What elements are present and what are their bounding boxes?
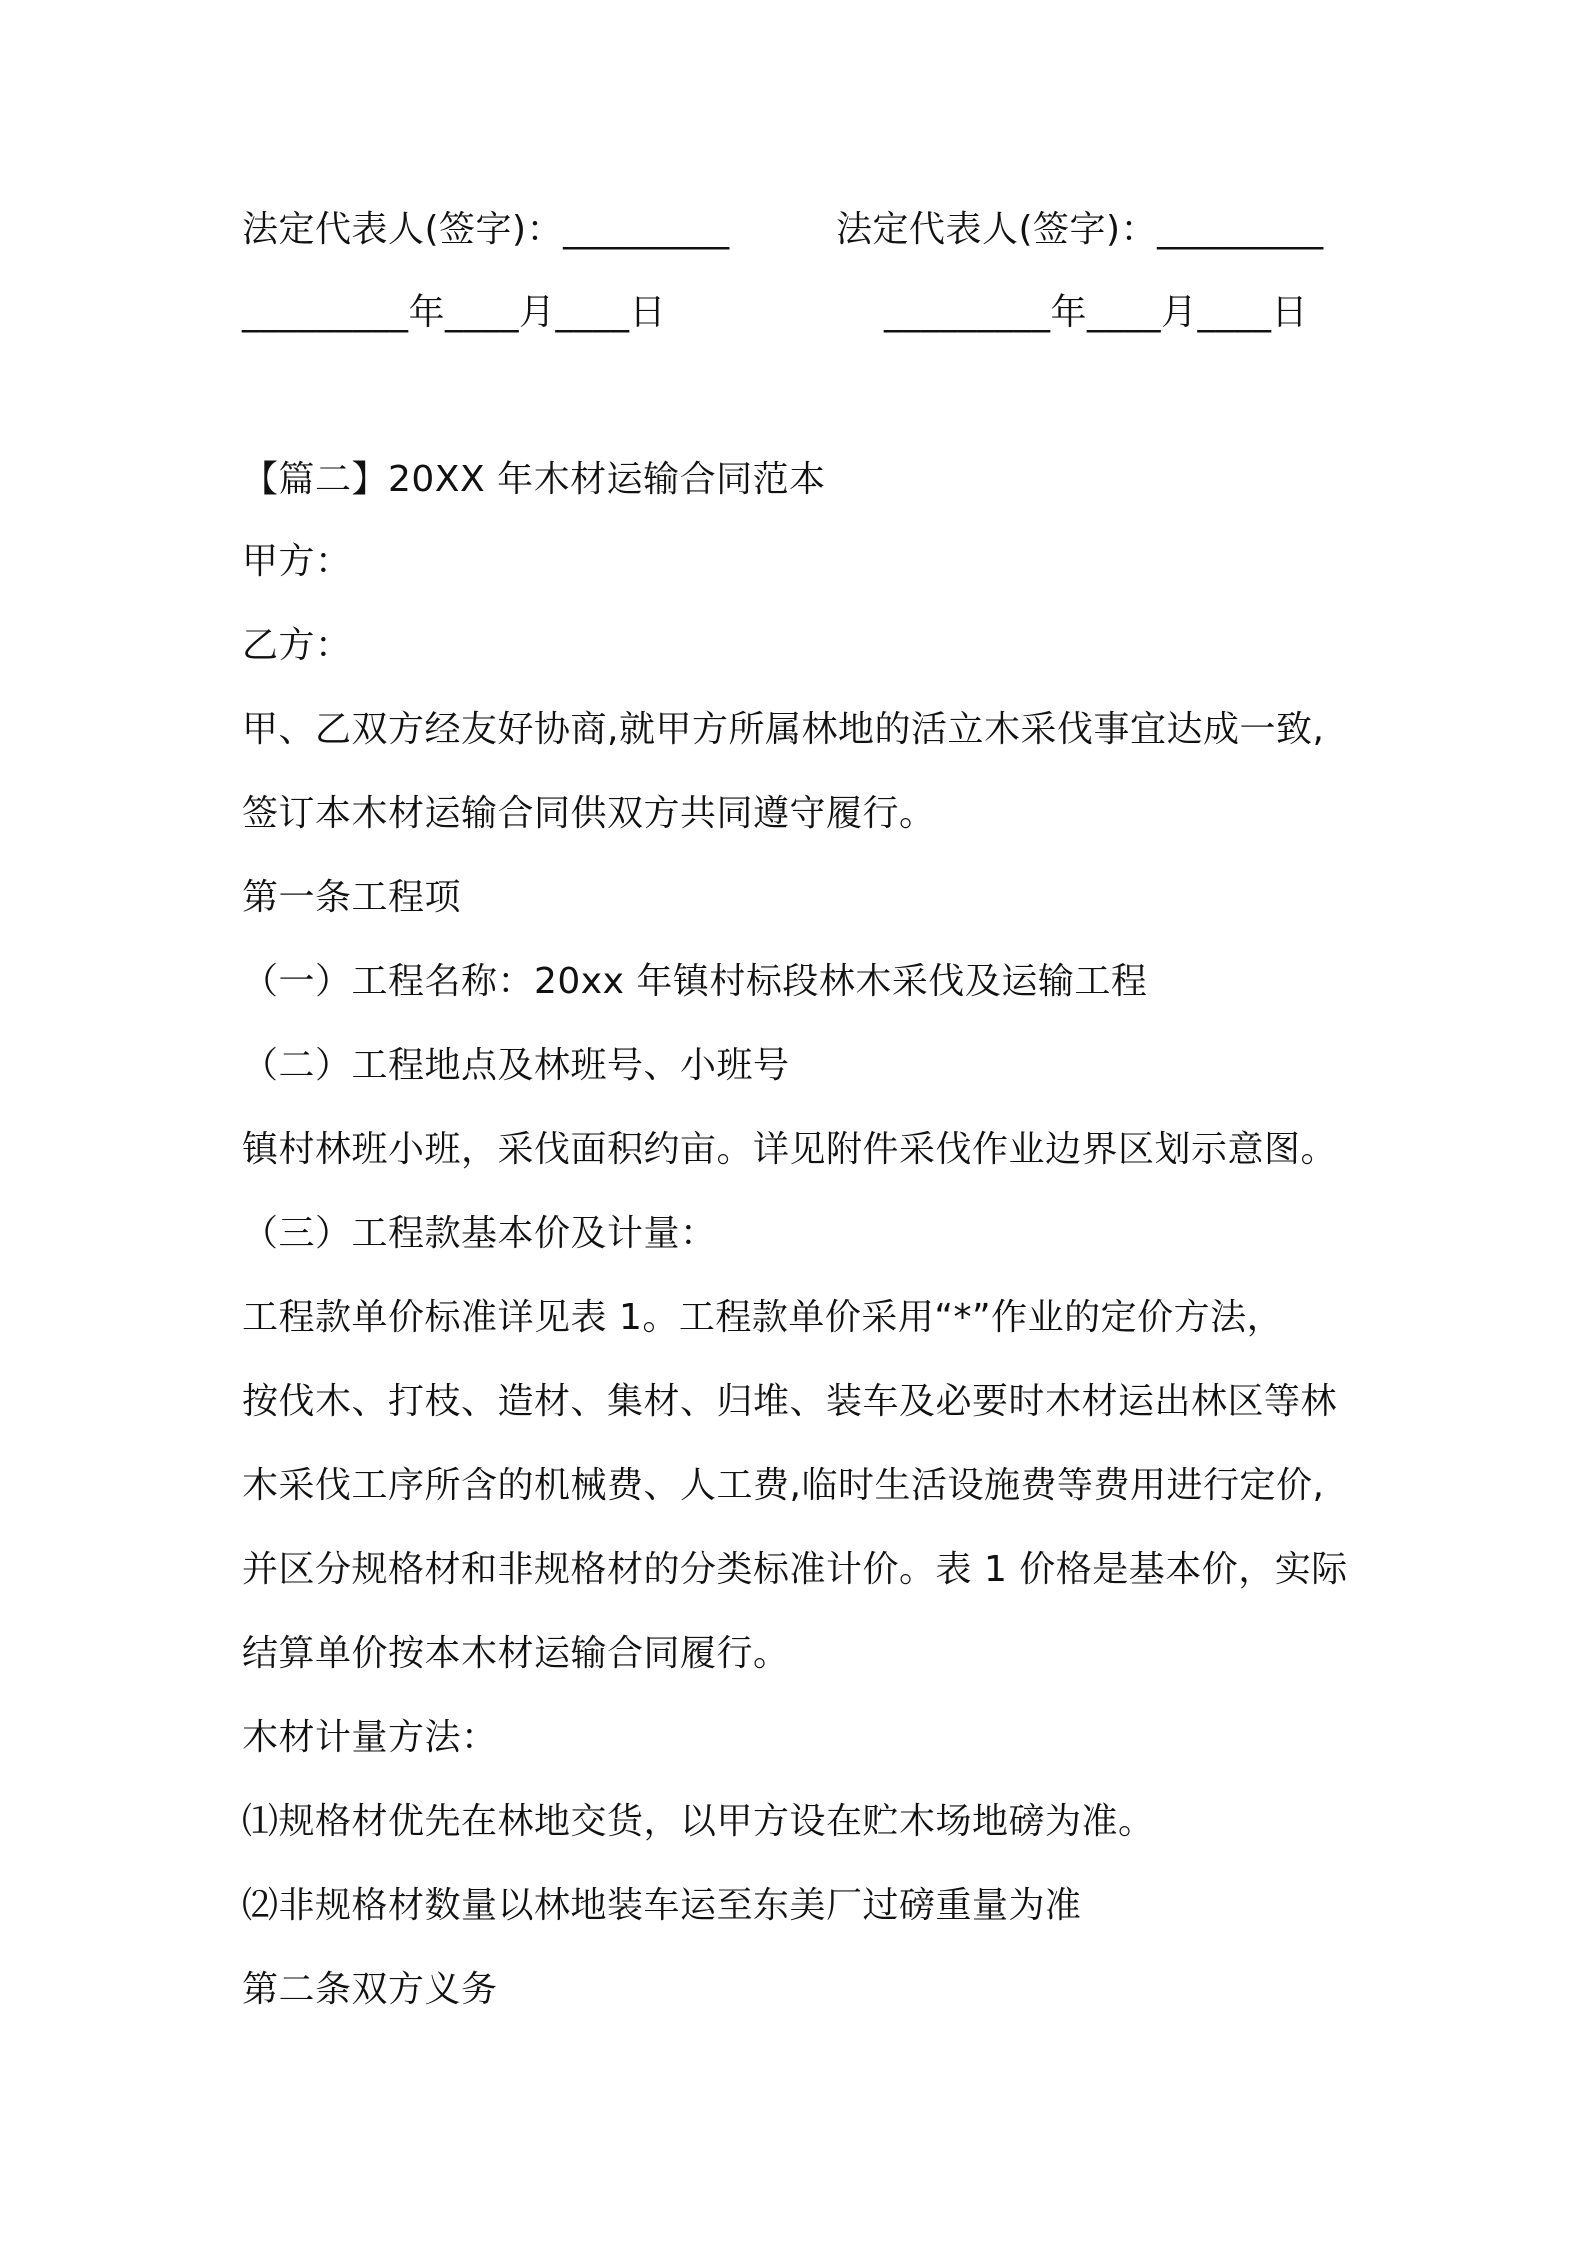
item-3-text-line-2: 按伐木、打枝、造材、集材、归堆、装车及必要时木材运出林区等林	[242, 1381, 1338, 1422]
item-3-text-line-5: 结算单价按本木材运输合同履行。	[242, 1633, 790, 1674]
right-signature-line: 法定代表人(签字)：_________	[836, 209, 1324, 250]
right-date-line: _________年____月____日	[884, 292, 1308, 333]
article-1-title: 第一条工程项	[242, 877, 462, 918]
left-signature-line: 法定代表人(签字)：_________	[242, 209, 730, 250]
measurement-title: 木材计量方法：	[242, 1717, 498, 1758]
intro-line-1: 甲、乙双方经友好协商,就甲方所属林地的活立木采伐事宜达成一致,	[242, 709, 1325, 750]
party-b-label: 乙方：	[242, 625, 352, 666]
measurement-item-1: ⑴规格材优先在林地交货，以甲方设在贮木场地磅为准。	[242, 1801, 1155, 1842]
party-a-label: 甲方：	[242, 541, 352, 582]
item-3-text-line-4: 并区分规格材和非规格材的分类标准计价。表 1 价格是基本价，实际	[242, 1549, 1348, 1590]
item-3-text-line-3: 木采伐工序所含的机械费、人工费,临时生活设施费等费用进行定价,	[242, 1465, 1325, 1506]
item-3-text-line-1: 工程款单价标准详见表 1。工程款单价采用“*”作业的定价方法，	[242, 1297, 1284, 1338]
article-2-title: 第二条双方义务	[242, 1969, 498, 2010]
left-date-line: _________年____月____日	[242, 292, 666, 333]
measurement-item-2: ⑵非规格材数量以林地装车运至东美厂过磅重量为准	[242, 1885, 1082, 1926]
article-1-item-2-text: 镇村林班小班，采伐面积约亩。详见附件采伐作业边界区划示意图。	[242, 1129, 1338, 1170]
section-heading: 【篇二】20XX 年木材运输合同范本	[242, 459, 826, 500]
article-1-item-2: （二）工程地点及林班号、小班号	[242, 1045, 790, 1086]
intro-line-2: 签订本木材运输合同供双方共同遵守履行。	[242, 793, 936, 834]
article-1-item-1: （一）工程名称：20xx 年镇村标段林木采伐及运输工程	[242, 961, 1148, 1002]
article-1-item-3: （三）工程款基本价及计量：	[242, 1213, 717, 1254]
